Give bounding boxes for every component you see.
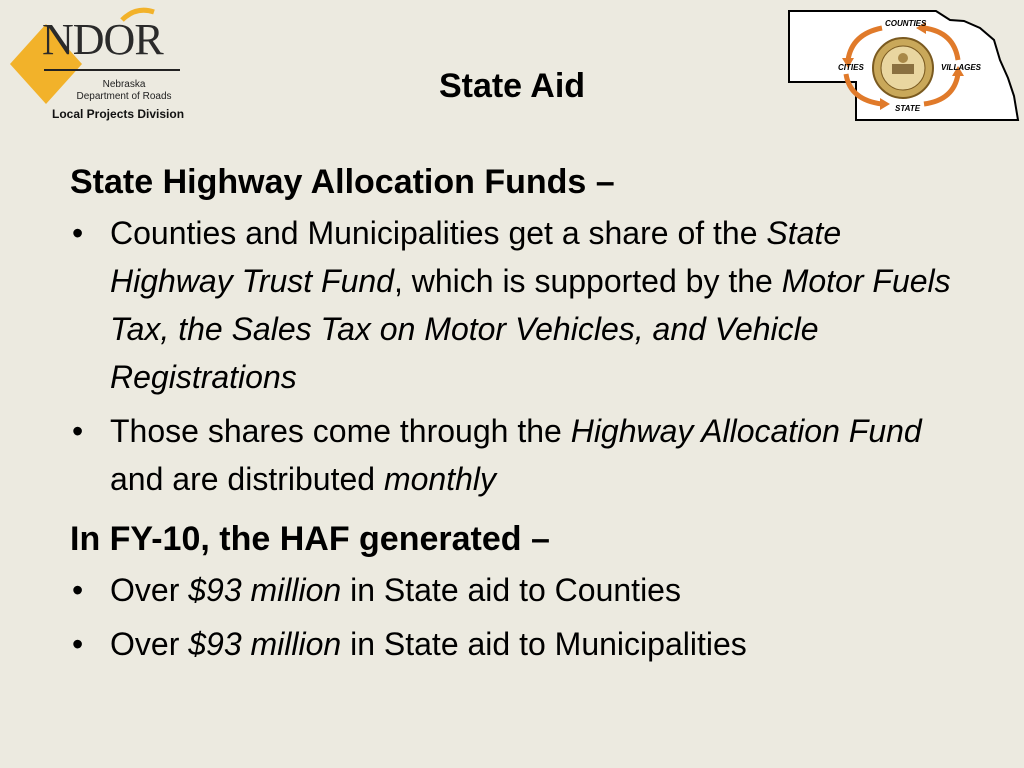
bullet-counties-aid [70, 566, 970, 614]
map-label-counties: COUNTIES [885, 19, 927, 28]
slide-body [70, 162, 970, 668]
ndor-logo [4, 4, 224, 124]
bullet-emphasis: $93 million [188, 571, 342, 608]
bullet-marker: • [72, 214, 84, 251]
nebraska-map-graphic [786, 8, 1020, 124]
map-label-cities: CITIES [838, 63, 864, 72]
bullet-text: in State aid to Counties [341, 571, 681, 608]
section-heading-fy10: In FY-10, the HAF generated – [70, 519, 550, 558]
bullet-emphasis: Highway Allocation Fund [570, 412, 922, 449]
map-label-villages: VILLAGES [941, 63, 982, 72]
map-label-state: STATE [895, 104, 921, 113]
bullet-marker: • [72, 571, 84, 608]
bullet-marker: • [72, 412, 84, 449]
bullet-text: Over [110, 625, 189, 662]
bullet-text: and are distributed [110, 460, 384, 497]
bullet-emphasis: monthly [383, 460, 496, 497]
logo-nebraska-text: Nebraska [102, 79, 146, 90]
bullet-allocation-fund [70, 407, 970, 503]
bullet-emphasis: $93 million [188, 625, 342, 662]
bullet-emphasis: State Highway Trust Fund [110, 214, 842, 299]
bullet-text: Counties and Municipalities get a share of the [110, 214, 767, 251]
slide-title: State Aid [438, 67, 586, 105]
logo-division-text: Local Projects Division [52, 107, 185, 121]
bullet-emphasis: Motor Fuels Tax, the Sales Tax on Motor Vehicles, and Vehicle Registrations [110, 262, 951, 395]
section-heading-allocation: State Highway Allocation Funds – [70, 163, 615, 201]
bullet-text: Those shares come through the [110, 412, 571, 449]
bullet-marker: • [72, 625, 84, 662]
bullet-trust-fund [70, 209, 970, 401]
logo-ndor-text: NDOR [42, 15, 163, 64]
bullet-text: in State aid to Municipalities [341, 625, 747, 662]
logo-department-text: Department of Roads [76, 91, 172, 102]
bullet-text: , which is supported by the [393, 262, 782, 299]
bullet-municipalities-aid [70, 620, 970, 668]
bullet-text: Over [110, 571, 189, 608]
